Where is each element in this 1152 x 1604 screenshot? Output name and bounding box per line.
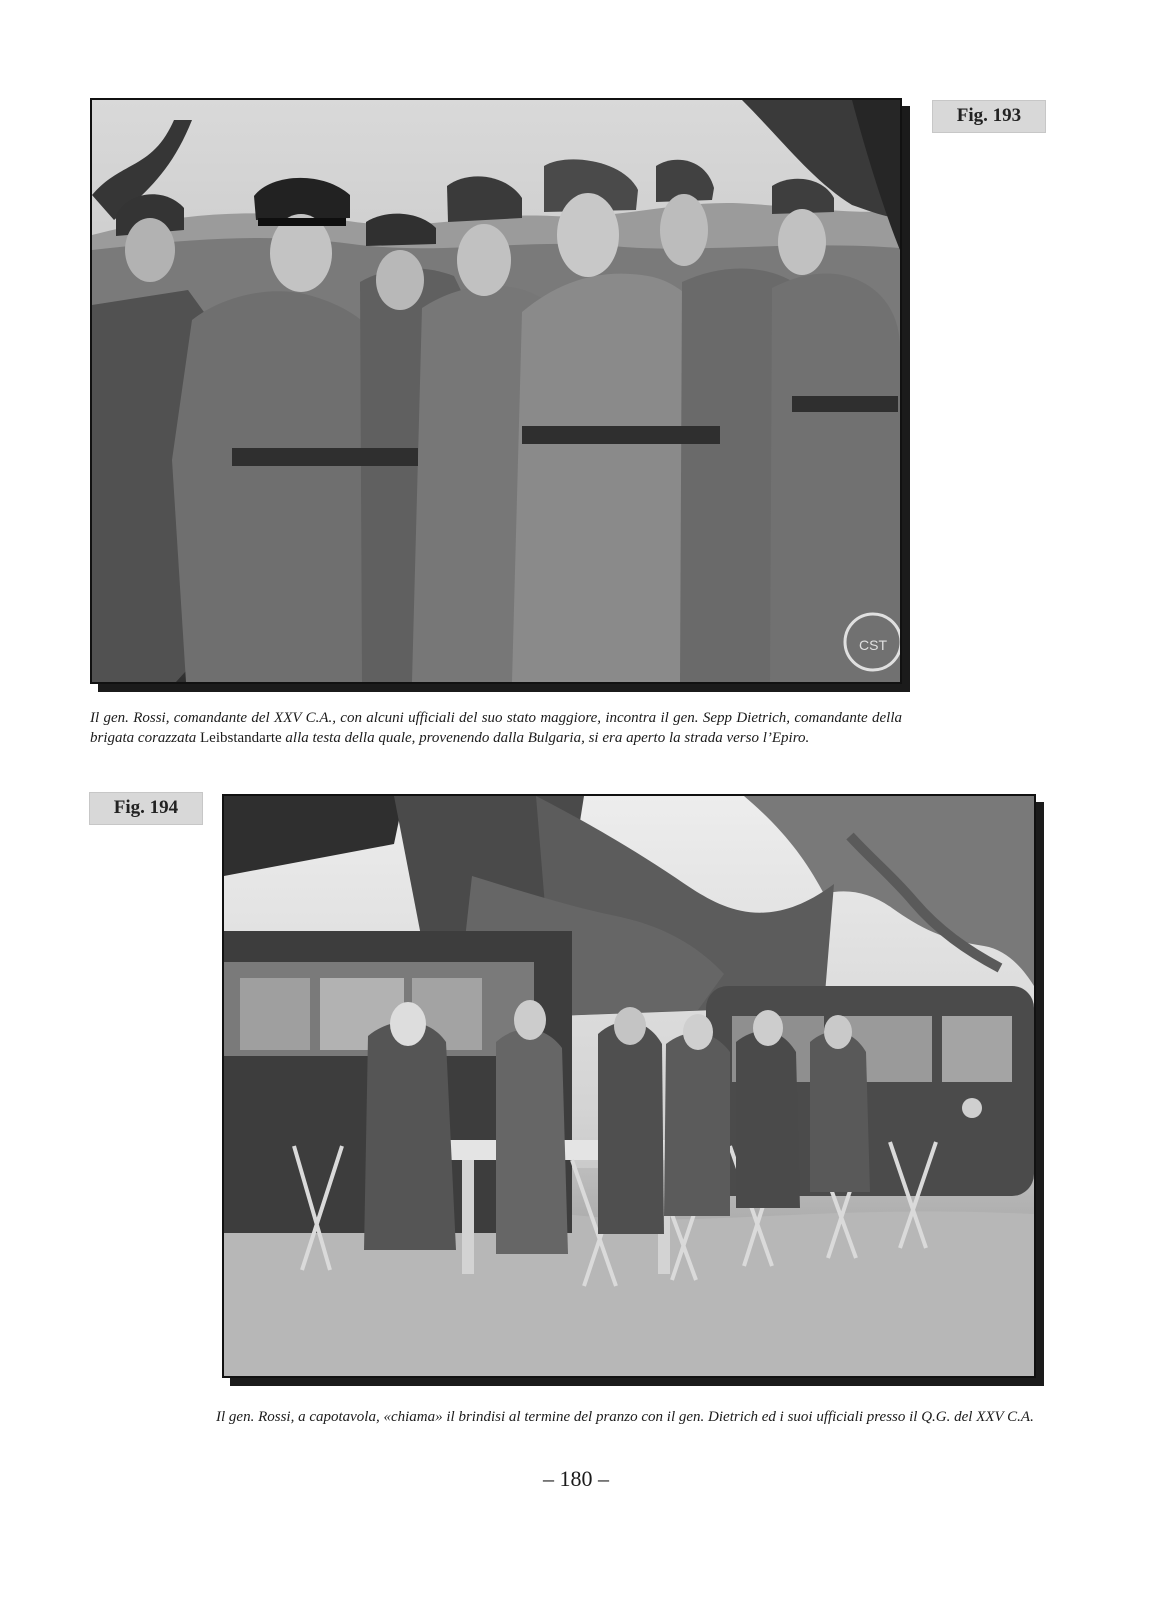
caption-193-leibstandarte: Leibstandarte — [200, 730, 282, 746]
caption-fig-194: Il gen. Rossi, a capotavola, «chiama» il brindisi al termine del pranzo con il gen. Dietrich ed i suoi ufficiali presso il Q.G. del XXV C.A. — [216, 1409, 1034, 1425]
figure-label-194: Fig. 194 — [89, 792, 203, 825]
photo-fig-194 — [222, 794, 1036, 1378]
page-number: – 180 – — [543, 1466, 609, 1491]
caption-193-part-1: Il gen. Rossi, comandante del XXV C.A., con alcuni ufficiali del suo stato maggiore, incontra il gen. Sepp Dietrich, comandante della brigata corazzata — [90, 710, 902, 746]
figure-label-193: Fig. 193 — [932, 100, 1046, 133]
caption-193-part-3: alla testa della quale, provenendo dalla Bulgaria, si era aperto la strada verso l’Epiro. — [285, 730, 810, 746]
caption-fig-193 — [90, 708, 902, 748]
svg-text:CST: CST — [859, 637, 887, 653]
photo-fig-193 — [90, 98, 902, 684]
